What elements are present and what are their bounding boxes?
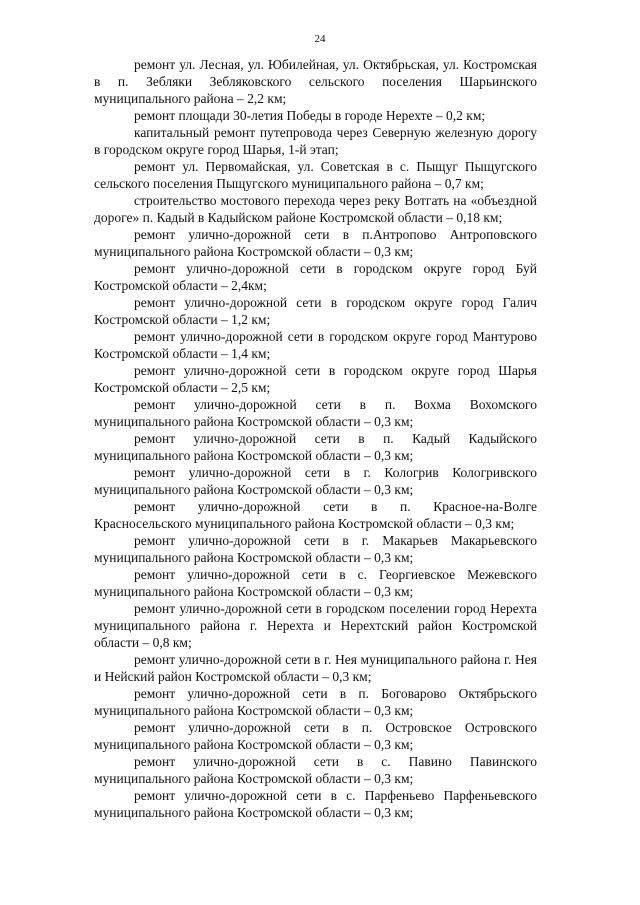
paragraph: ремонт улично-дорожной сети в г. Кологрив Кологривского муниципального района Костромской области – 0,3 км;: [94, 465, 537, 497]
page-number: 24: [314, 33, 326, 45]
paragraph: ремонт улично-дорожной сети в п. Островское Островского муниципального района Костромской области – 0,3 км;: [94, 720, 537, 752]
paragraph: ремонт улично-дорожной сети в с. Парфеньево Парфеньевского муниципального района Костромской области – 0,3 км;: [94, 788, 537, 820]
paragraph: ремонт улично-дорожной сети в с. Павино Павинского муниципального района Костромской области – 0,3 км;: [94, 754, 537, 786]
paragraph: ремонт улично-дорожной сети в с. Георгиевское Межевского муниципального района Костромской области – 0,3 км;: [94, 567, 537, 599]
paragraph: капитальный ремонт путепровода через Северную железную дорогу в городском округе город Шарья, 1-й этап;: [94, 125, 537, 157]
paragraph: ремонт улично-дорожной сети в п. Вохма Вохомского муниципального района Костромской области – 0,3 км;: [94, 397, 537, 429]
paragraph: ремонт улично-дорожной сети в п. Боговарово Октябрьского муниципального района Костромской области – 0,3 км;: [94, 686, 537, 718]
paragraph: ремонт улично-дорожной сети в городском округе город Мантурово Костромской области – 1,4 км;: [94, 329, 537, 361]
paragraph: ремонт улично-дорожной сети в г. Нея муниципального района г. Нея и Нейский район Костромской области – 0,3 км;: [94, 652, 537, 684]
paragraph: ремонт ул. Лесная, ул. Юбилейная, ул. Октябрьская, ул. Костромская в п. Зебляки Зебляковского сельского поселения Шарьинского муниципального района – 2,2 км;: [94, 57, 537, 106]
paragraph: строительство мостового перехода через реку Вотгать на «объездной дороге» п. Кадый в Кадыйском районе Костромской области – 0,18 км;: [94, 193, 537, 225]
document-body: [94, 56, 537, 821]
paragraph: ремонт улично-дорожной сети в городском округе город Буй Костромской области – 2,4км;: [94, 261, 537, 293]
paragraph: ремонт площади 30-летия Победы в городе Нерехте – 0,2 км;: [134, 108, 486, 123]
paragraph: ремонт улично-дорожной сети в п. Кадый Кадыйского муниципального района Костромской области – 0,3 км;: [94, 431, 537, 463]
paragraph: ремонт улично-дорожной сети в п.Антропово Антроповского муниципального района Костромской области – 0,3 км;: [94, 227, 537, 259]
paragraph: ремонт улично-дорожной сети в городском округе город Шарья Костромской области – 2,5 км;: [94, 363, 537, 395]
paragraph: ремонт улично-дорожной сети в городском округе город Галич Костромской области – 1,2 км;: [94, 295, 537, 327]
paragraph: ремонт улично-дорожной сети в г. Макарьев Макарьевского муниципального района Костромской области – 0,3 км;: [94, 533, 537, 565]
paragraph: ремонт улично-дорожной сети в п. Красное-на-Волге Красносельского муниципального района Костромской области – 0,3 км;: [94, 499, 537, 531]
paragraph: ремонт ул. Первомайская, ул. Советская в с. Пыщуг Пыщугского сельского поселения Пыщугского муниципального района – 0,7 км;: [94, 159, 537, 191]
paragraph: ремонт улично-дорожной сети в городском поселении город Нерехта муниципального района г. Нерехта и Нерехтский район Костромской области – 0,8 км;: [94, 601, 537, 650]
